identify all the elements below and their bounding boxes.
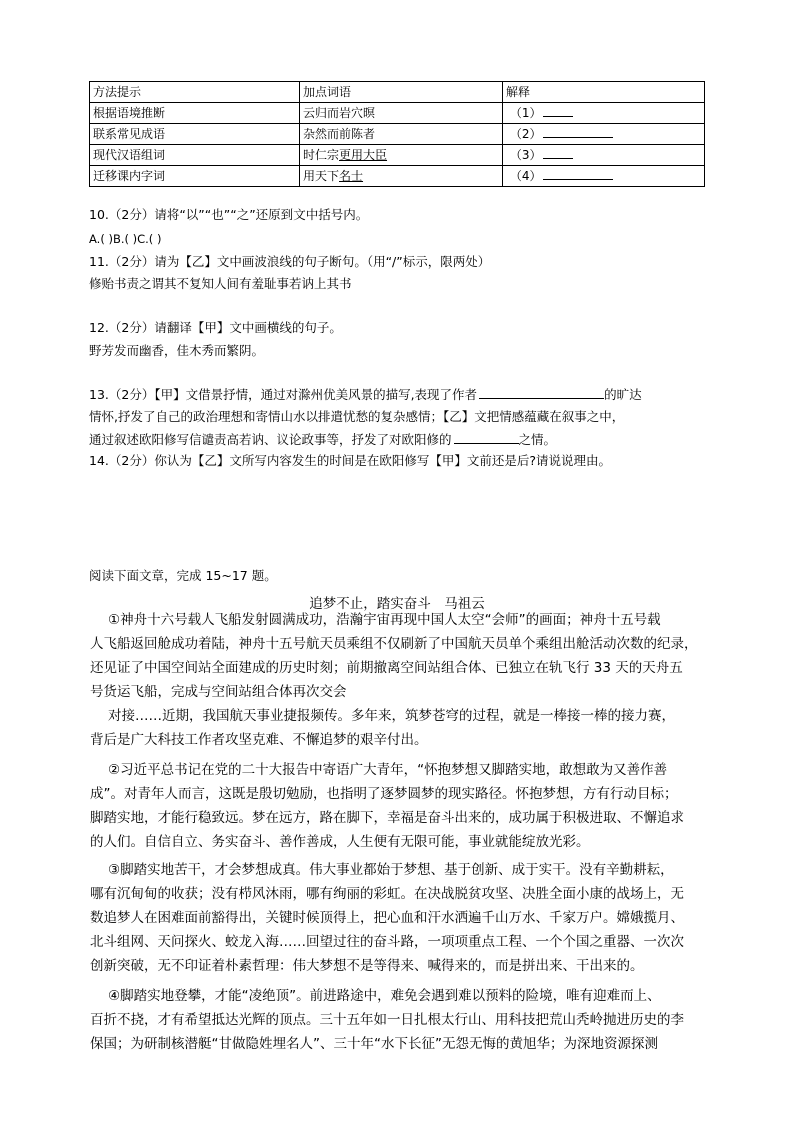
table-row	[90, 124, 705, 145]
answer-blank[interactable]	[543, 167, 613, 180]
method-cell: 联系常见成语	[90, 124, 300, 145]
article-line: 对接……近期，我国航天事业捷报频传。多年来，筑梦苍穹的过程，就是一棒接一棒的接力赛，	[108, 708, 675, 724]
question-13-line1	[89, 386, 642, 403]
question-12: 12.（2分）请翻译【甲】文中画横线的句子。	[89, 320, 342, 335]
answer-cell	[503, 166, 705, 187]
article-line: 脚踏实地，才能行稳致远。梦在远方，路在脚下，幸福是奋斗出来的，成功属于积极进取、不懈追求	[90, 810, 684, 826]
article-line: 创新突破，无不印证着朴素哲理：伟大梦想不是等得来、喊得来的，而是拼出来、干出来的。	[90, 958, 644, 974]
answer-label: （3）	[509, 148, 542, 162]
article-line: 还见证了中国空间站全面建成的历史时刻；前期撤离空间站组合体、已独立在轨飞行 33 天的天舟五	[90, 660, 683, 676]
question-14: 14.（2分）你认为【乙】文所写内容发生的时间是在欧阳修写【甲】文前还是后?请说说理由。	[89, 453, 611, 468]
article-line: 数追梦人在困难面前豁得出，关键时候顶得上，把心血和汗水洒遍千山万水、千家万户。嫦娥揽月、	[90, 910, 684, 926]
table-row	[90, 166, 705, 187]
table-header-row	[90, 82, 705, 103]
answer-cell	[503, 145, 705, 166]
article-line: ①神舟十六号载人飞船发射圆满成功，浩瀚宇宙再现中国人太空“会师”的画面；神舟十五号载	[108, 612, 661, 628]
answer-blank[interactable]	[543, 104, 573, 117]
method-cell: 迁移课内字词	[90, 166, 300, 187]
answer-blank[interactable]	[543, 146, 573, 159]
article-line: ②习近平总书记在党的二十大报告中寄语广大青年，“怀抱梦想又脚踏实地，敢想敢为又善作善	[108, 762, 668, 778]
answer-label: （1）	[509, 106, 542, 120]
word-cell	[300, 145, 503, 166]
table-row	[90, 145, 705, 166]
word-underlined: 名士	[339, 169, 364, 183]
question-10-options: A.( )B.( )C.( )	[89, 232, 162, 246]
article-title: 追梦不止，踏实奋斗 马祖云	[309, 596, 485, 612]
word-cell	[300, 166, 503, 187]
answer-label: （4）	[509, 169, 542, 183]
question-11-sentence: 修贻书责之谓其不复知人间有羞耻事若讷上其书	[89, 276, 352, 291]
question-13-text: 的旷达	[604, 387, 642, 402]
method-cell: 现代汉语组词	[90, 145, 300, 166]
question-12-sentence: 野芳发而幽香，佳木秀而繁阴。	[89, 343, 265, 358]
article-line: 哪有沉甸甸的收获；没有栉风沐雨，哪有绚丽的彩虹。在决战脱贫攻坚、决胜全面小康的战场上，无	[90, 886, 684, 902]
article-line: 保国；为研制核潜艇“甘做隐姓埋名人”、三十年“水下长征”无怨无悔的黄旭华；为深地资源探测	[90, 1036, 658, 1052]
method-cell: 根据语境推断	[90, 103, 300, 124]
word-text: 时仁宗	[303, 148, 340, 162]
word-cell: 云归而岩穴暝	[300, 103, 503, 124]
article-line: ④脚踏实地登攀，才能“凌绝顶”。前进路途中，难免会遇到难以预料的险境，唯有迎难而上、	[108, 988, 661, 1004]
word-underlined: 更用大臣	[339, 148, 388, 162]
question-13-text: 通过叙述欧阳修写信谴责高若讷、议论政事等，抒发了对欧阳修的	[89, 432, 452, 447]
answer-cell	[503, 103, 705, 124]
article-line: 百折不挠，才有希望抵达光辉的顶点。三十五年如一日扎根太行山、用科技把荒山秃岭抛进历史的李	[90, 1012, 684, 1028]
question-13-line2: 情怀,抒发了自己的政治理想和寄情山水以排遣忧愁的复杂感情；【乙】文把情感蕴藏在叙事之中，	[89, 409, 625, 424]
answer-blank[interactable]	[479, 386, 604, 399]
answer-cell	[503, 124, 705, 145]
question-13-text: 之情。	[518, 432, 557, 447]
word-text: 用天下	[303, 169, 340, 183]
table-header: 方法提示	[90, 82, 300, 103]
answer-blank[interactable]	[543, 125, 613, 138]
reading-intro: 阅读下面文章，完成 15~17 题。	[89, 568, 277, 583]
question-11: 11.（2分）请为【乙】文中画波浪线的句子断句。（用“/”标示，限两处）	[89, 254, 491, 269]
answer-label: （2）	[509, 127, 542, 141]
article-line: 成”。对青年人而言，这既是殷切勉励，也指明了逐梦圆梦的现实路径。怀抱梦想，方有行动目标；	[90, 786, 678, 802]
article-line: 人飞船返回舱成功着陆，神舟十五号航天员乘组不仅刷新了中国航天员单个乘组出舱活动次数的纪录，	[90, 636, 698, 652]
table-header: 解释	[503, 82, 705, 103]
article-line: 北斗组网、天问探火、蛟龙入海……回望过往的奋斗路，一项项重点工程、一个个国之重器、一次次	[90, 934, 684, 950]
word-cell: 杂然而前陈者	[300, 124, 503, 145]
article-line: 的人们。自信自立、务实奋斗、善作善成，人生便有无限可能，事业就能绽放光彩。	[90, 834, 590, 850]
question-10: 10.（2分）请将“以”“也”“之”还原到文中括号内。	[89, 207, 369, 222]
question-13-text: 13.（2分）【甲】文借景抒情，通过对滁州优美风景的描写,表现了作者	[89, 387, 478, 402]
article-line: ③脚踏实地苦干，才会梦想成真。伟大事业都始于梦想、基于创新、成于实干。没有辛勤耕耘，	[108, 862, 674, 878]
method-table	[89, 81, 705, 187]
article-line: 背后是广大科技工作者攻坚克难、不懈追梦的艰辛付出。	[90, 732, 428, 748]
question-13-line3	[89, 431, 556, 448]
table-row	[90, 103, 705, 124]
article-line: 号货运飞船，完成与空间站组合体再次交会	[90, 684, 347, 700]
table-header: 加点词语	[300, 82, 503, 103]
answer-blank[interactable]	[454, 431, 519, 444]
